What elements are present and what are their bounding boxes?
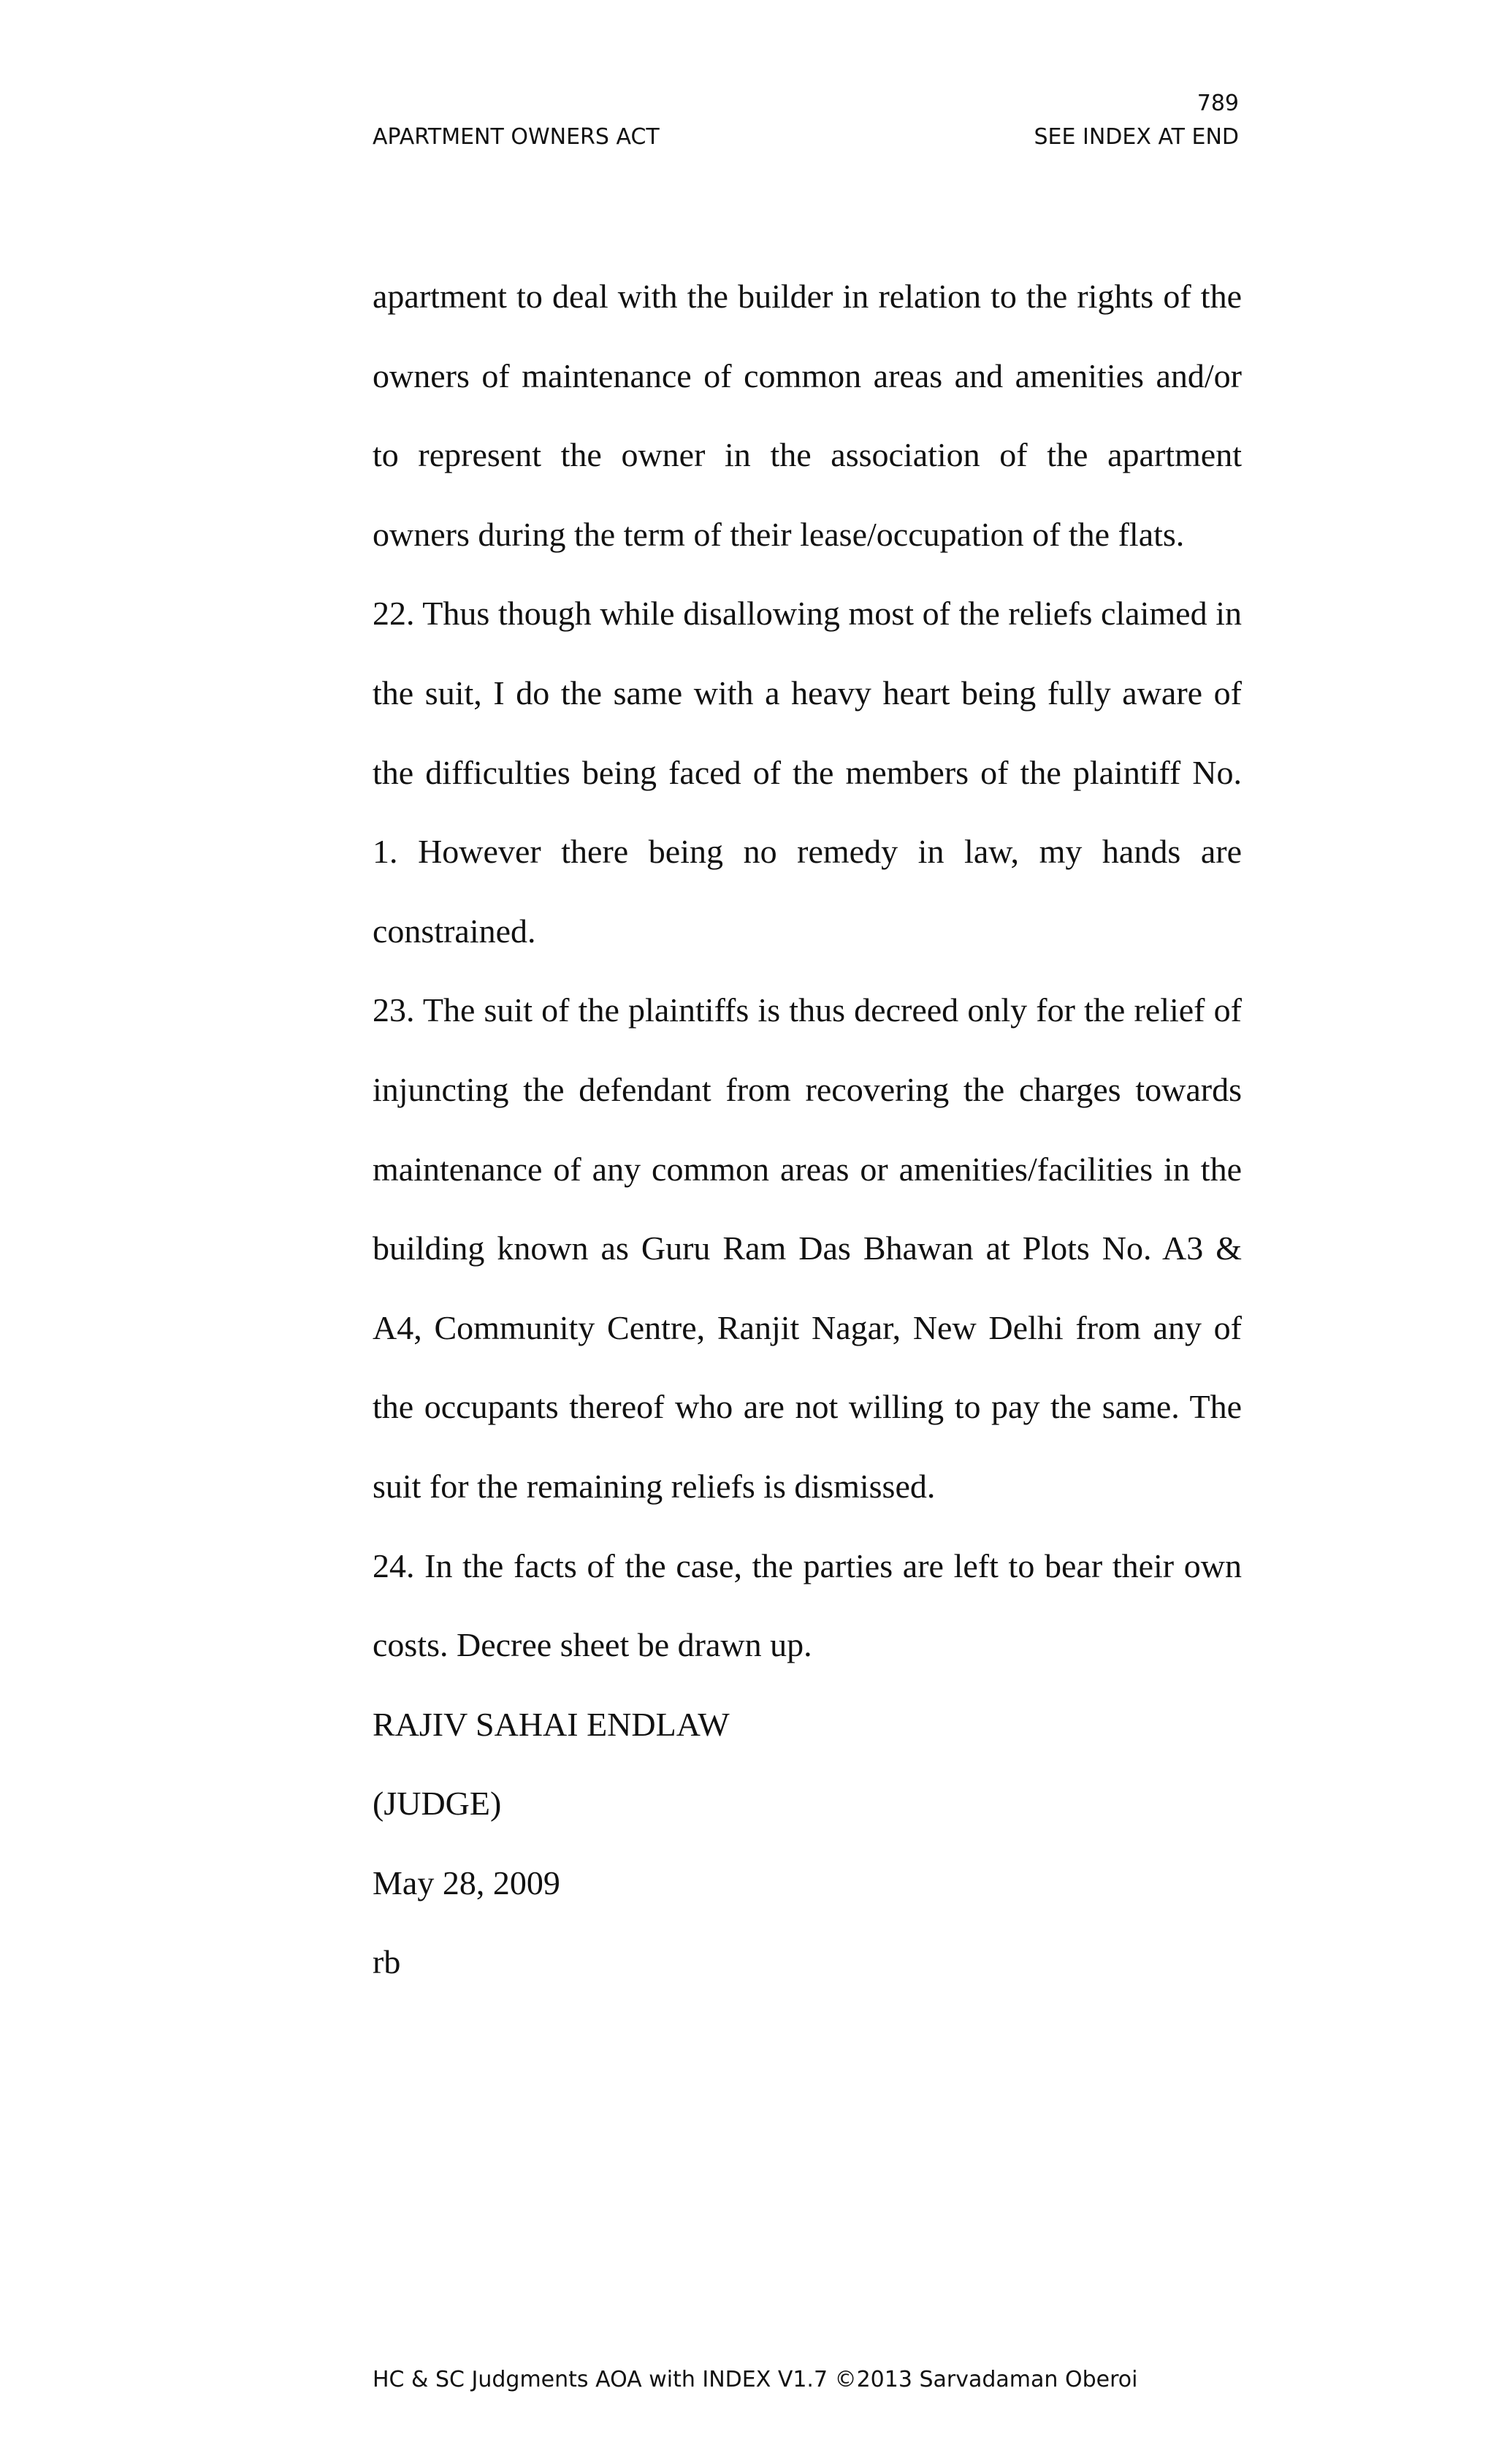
page-number: 789 — [1197, 91, 1239, 116]
judge-name: RAJIV SAHAI ENDLAW — [373, 1705, 730, 1743]
page-footer: HC & SC Judgments AOA with INDEX V1.7 ©2013 Sarvadaman Oberoi — [373, 2367, 1138, 2392]
paragraph-continued: apartment to deal with the builder in relation to the rights of the owners of maintenance of common areas and amenities and/or to represent the owner in the association of the apartment owners during the term of their lease/occupation of the flats. — [373, 278, 1242, 553]
running-header-index-note: SEE INDEX AT END — [1034, 124, 1239, 150]
paragraph-24: 24. In the facts of the case, the parties are left to bear their own costs. Decree sheet be drawn up. — [373, 1546, 1242, 1664]
clerk-initials: rb — [373, 1943, 401, 1981]
paragraph-23: 23. The suit of the plaintiffs is thus decreed only for the relief of injuncting the defendant from recovering the charges towards maintenance of any common areas or amenities/facilities in the building known as Guru Ram Das Bhawan at Plots No. A3 & A4, Community Centre, Ranjit Nagar, New Delhi from any of the occupants thereof who are not willing to pay the same. The suit for the remaining reliefs is dismissed. — [373, 991, 1242, 1505]
running-header-title: APARTMENT OWNERS ACT — [373, 124, 660, 150]
judge-title: (JUDGE) — [373, 1785, 502, 1823]
paragraph-22: 22. Thus though while disallowing most of the reliefs claimed in the suit, I do the same with a heavy heart being fully aware of the difficulties being faced of the members of the plaintiff No. 1. However there being no remedy in law, my hands are constrained. — [373, 595, 1242, 950]
judgment-date: May 28, 2009 — [373, 1864, 560, 1902]
judgment-body — [373, 257, 1242, 2002]
